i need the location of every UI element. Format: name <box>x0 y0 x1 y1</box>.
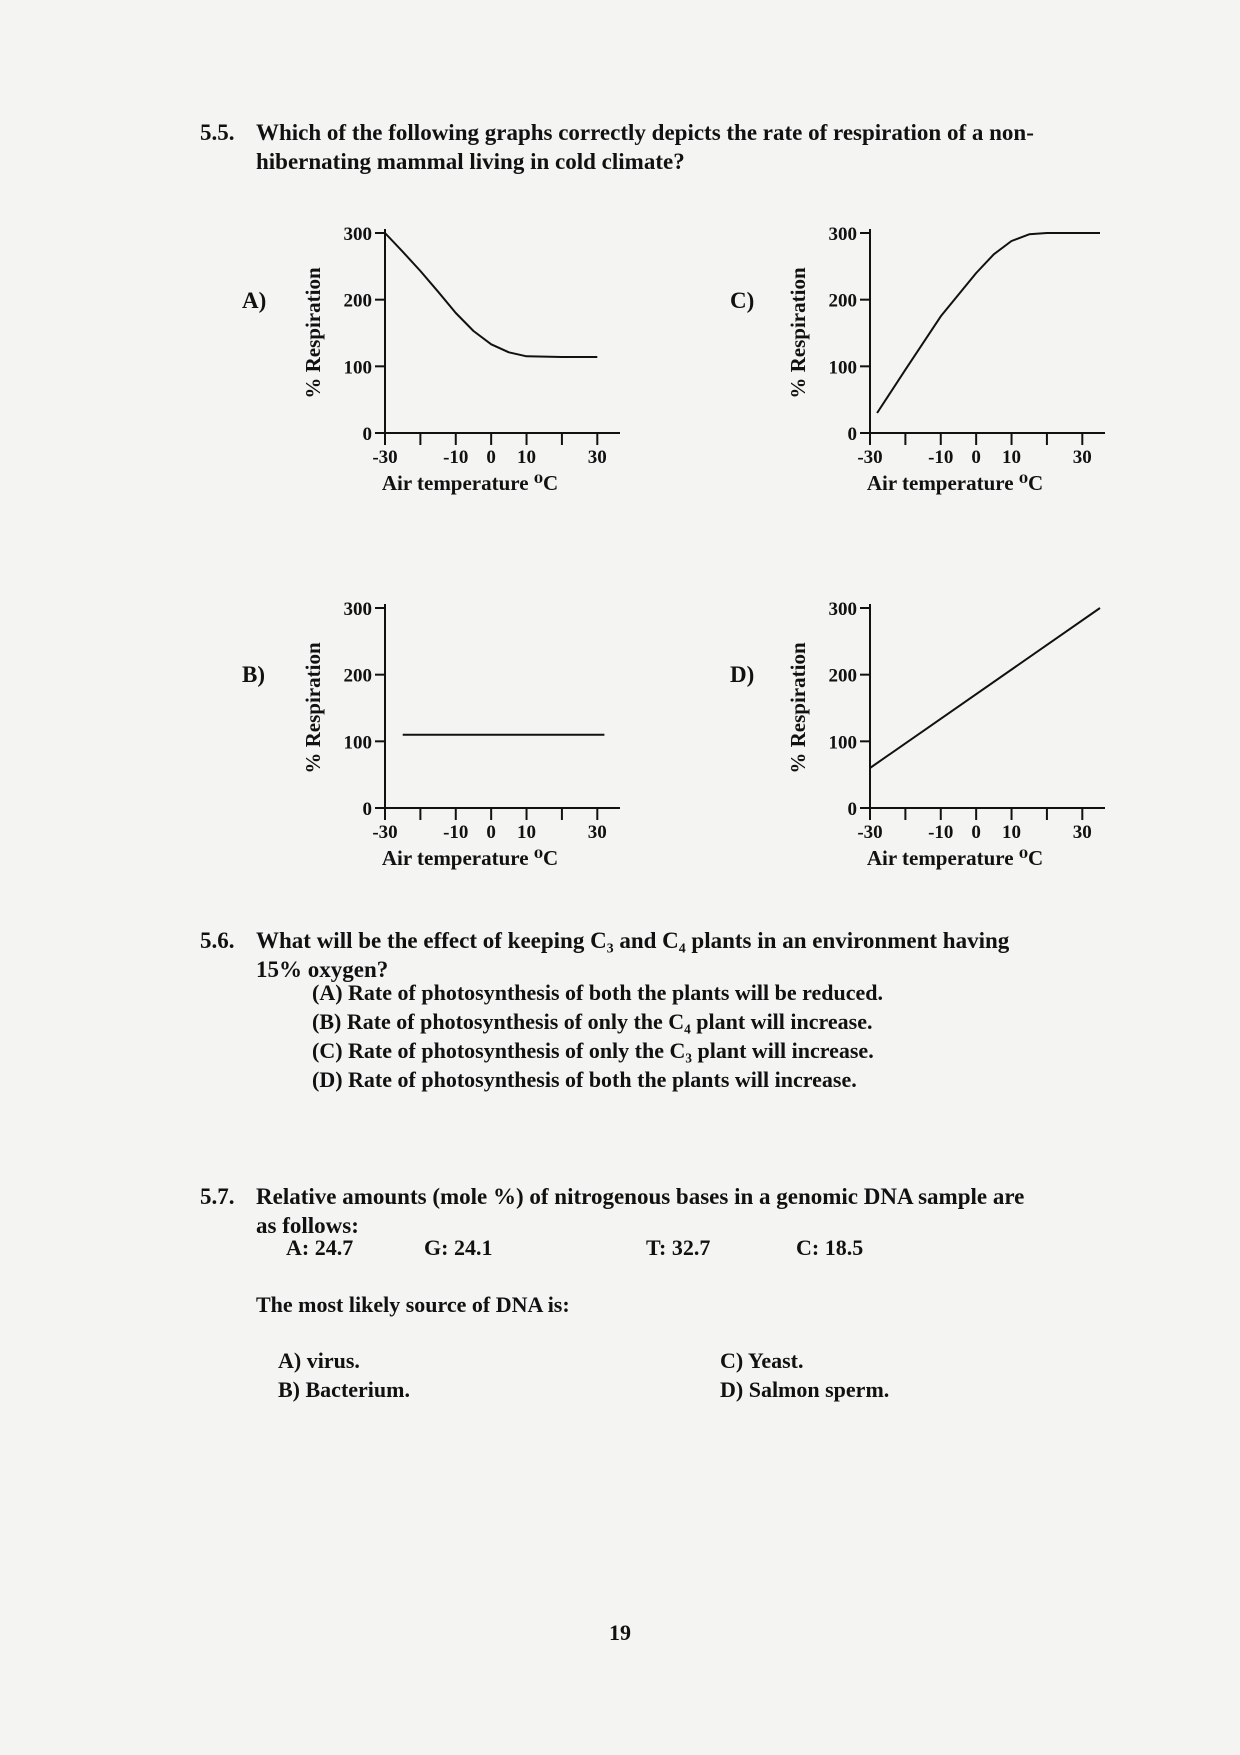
y-tick-label: 0 <box>362 799 372 820</box>
y-tick-label: 300 <box>343 599 372 620</box>
x-tick-label: -30 <box>372 447 398 468</box>
x-tick-label: 10 <box>1002 447 1022 468</box>
x-tick-label: 10 <box>517 822 537 843</box>
question-text-line-1: What will be the effect of keeping C₃ and C₄ plants in an environment having <box>256 928 1010 953</box>
graph-a <box>285 200 635 510</box>
question-text-line-1: Which of the following graphs correctly depicts the rate of respiration of a non- <box>256 120 1034 145</box>
graph-b-letter: B) <box>242 662 265 687</box>
x-axis-label: Air temperature ⁰C <box>381 471 559 495</box>
question-prompt: The most likely source of DNA is: <box>256 1292 570 1317</box>
base-composition-row <box>286 1235 986 1265</box>
base-g: G: 24.1 <box>424 1235 493 1260</box>
base-t: T: 32.7 <box>646 1235 711 1260</box>
respiration-curve <box>870 608 1100 768</box>
x-tick-label: 0 <box>971 822 981 843</box>
question-number: 5.7. <box>200 1184 235 1209</box>
option-b[interactable]: B) Bacterium. <box>278 1377 410 1402</box>
x-tick-label: -10 <box>443 447 469 468</box>
y-axis-label: % Respiration <box>786 267 810 399</box>
page-number: 19 <box>609 1620 631 1645</box>
respiration-curve <box>877 233 1100 413</box>
question-number: 5.5. <box>200 120 235 145</box>
question-text-line-2: 15% oxygen? <box>256 957 389 982</box>
x-tick-label: 0 <box>486 822 496 843</box>
x-tick-label: 30 <box>1072 447 1092 468</box>
x-tick-label: 0 <box>971 447 981 468</box>
y-tick-label: 0 <box>847 424 857 445</box>
question-text-line-1: Relative amounts (mole %) of nitrogenous bases in a genomic DNA sample are <box>256 1184 1025 1209</box>
x-tick-label: -30 <box>372 822 398 843</box>
y-tick-label: 0 <box>847 799 857 820</box>
y-tick-label: 0 <box>362 424 372 445</box>
option-d[interactable]: (D) Rate of photosynthesis of both the plants will increase. <box>312 1067 857 1092</box>
y-axis-label: % Respiration <box>786 642 810 774</box>
graph-c-letter: C) <box>730 288 755 313</box>
x-tick-label: 30 <box>587 822 607 843</box>
x-tick-label: -10 <box>928 822 954 843</box>
x-tick-label: -30 <box>857 447 883 468</box>
x-tick-label: -10 <box>443 822 469 843</box>
y-tick-label: 200 <box>343 290 372 312</box>
question-number: 5.6. <box>200 928 235 953</box>
question-5-7 <box>200 1182 1100 1242</box>
y-axis-label: % Respiration <box>301 267 325 399</box>
x-tick-label: 10 <box>517 447 537 468</box>
y-tick-label: 200 <box>828 290 857 312</box>
option-d[interactable]: D) Salmon sperm. <box>720 1377 890 1402</box>
base-c: C: 18.5 <box>796 1235 864 1260</box>
x-axis-label: Air temperature ⁰C <box>866 846 1044 870</box>
x-axis-label: Air temperature ⁰C <box>381 846 559 870</box>
x-tick-label: -30 <box>857 822 883 843</box>
x-tick-label: 30 <box>587 447 607 468</box>
graph-d-letter: D) <box>730 662 755 687</box>
option-a[interactable]: (A) Rate of photosynthesis of both the plants will be reduced. <box>312 980 884 1005</box>
graph-d <box>770 575 1120 885</box>
y-tick-label: 300 <box>828 599 857 620</box>
y-tick-label: 100 <box>828 732 857 754</box>
y-tick-label: 200 <box>343 665 372 687</box>
graph-a-letter: A) <box>242 288 267 313</box>
y-tick-label: 200 <box>828 665 857 687</box>
y-tick-label: 100 <box>343 357 372 379</box>
x-tick-label: 0 <box>486 447 496 468</box>
x-tick-label: 10 <box>1002 822 1022 843</box>
y-axis-label: % Respiration <box>301 642 325 774</box>
graph-c <box>770 200 1120 510</box>
question-5-5 <box>200 118 1100 178</box>
base-a: A: 24.7 <box>286 1235 354 1260</box>
graph-b <box>285 575 635 885</box>
option-a[interactable]: A) virus. <box>278 1348 360 1373</box>
y-tick-label: 300 <box>828 224 857 245</box>
question-text-line-2: hibernating mammal living in cold climate? <box>256 149 685 174</box>
question-5-6 <box>200 926 1100 986</box>
x-axis-label: Air temperature ⁰C <box>866 471 1044 495</box>
option-c[interactable]: (C) Rate of photosynthesis of only the C₃ plant will increase. <box>312 1038 874 1063</box>
x-tick-label: 30 <box>1072 822 1092 843</box>
question-text-line-2: as follows: <box>256 1213 359 1238</box>
y-tick-label: 100 <box>343 732 372 754</box>
respiration-curve <box>385 233 597 357</box>
y-tick-label: 100 <box>828 357 857 379</box>
option-b[interactable]: (B) Rate of photosynthesis of only the C₄ plant will increase. <box>312 1009 873 1034</box>
y-tick-label: 300 <box>343 224 372 245</box>
x-tick-label: -10 <box>928 447 954 468</box>
option-c[interactable]: C) Yeast. <box>720 1348 804 1373</box>
